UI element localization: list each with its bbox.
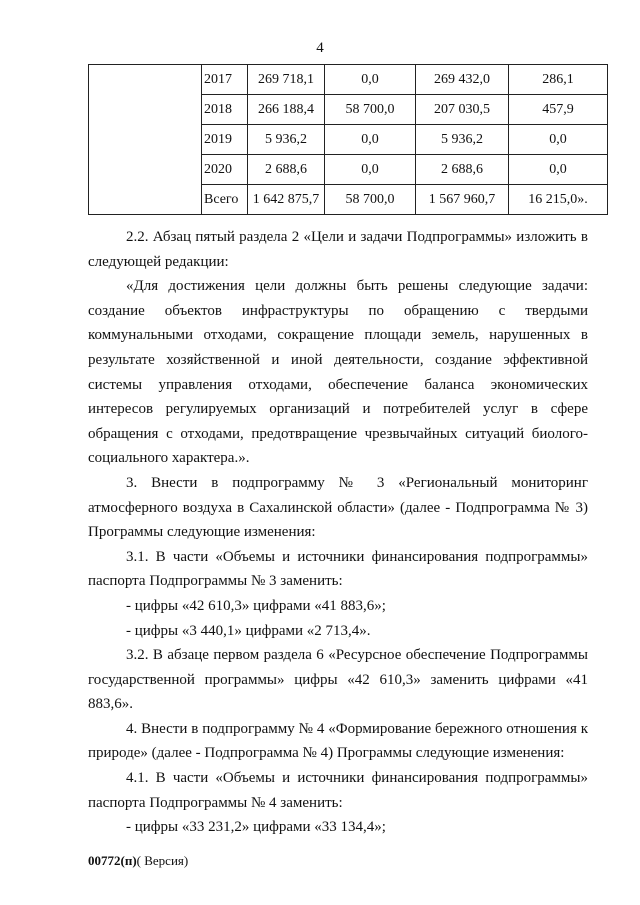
financing-table	[88, 64, 608, 215]
paragraph: 3. Внести в подпрограмму № 3 «Региональный мониторинг атмосферного воздуха в Сахалинской области» (далее - Подпрограмма № 3) Программы следующие изменения:	[88, 474, 588, 541]
table-cell-total: 269 718,1	[248, 65, 325, 95]
footer-code: 00772(п)	[88, 853, 137, 868]
table-cell-year: 2019	[202, 125, 248, 155]
paragraph: 2.2. Абзац пятый раздела 2 «Цели и задачи Подпрограммы» изложить в следующей редакции:	[88, 229, 588, 270]
table-cell-federal: 0,0	[325, 155, 416, 185]
table-cell-other: 0,0	[509, 125, 608, 155]
table-cell-other: 286,1	[509, 65, 608, 95]
footer	[88, 853, 188, 869]
table-cell-total: 266 188,4	[248, 95, 325, 125]
page-number: 4	[316, 40, 324, 56]
table-blank-cell	[89, 65, 202, 215]
paragraph: - цифры «3 440,1» цифрами «2 713,4».	[126, 622, 371, 639]
table-cell-year: 2020	[202, 155, 248, 185]
table-cell-year: 2018	[202, 95, 248, 125]
paragraph: 3.1. В части «Объемы и источники финансирования подпрограммы» паспорта Подпрограммы № 3 заменить:	[88, 548, 588, 590]
table-row	[89, 65, 608, 95]
table-cell-total: 5 936,2	[248, 125, 325, 155]
table-cell-regional: 269 432,0	[416, 65, 509, 95]
table-cell-year: 2017	[202, 65, 248, 95]
table-cell-other: 16 215,0».	[509, 185, 608, 215]
paragraph: 4. Внести в подпрограмму № 4 «Формирование бережного отношения к природе» (далее - Подпрограмма № 4) Программы следующие изменения:	[88, 720, 588, 762]
table-cell-federal: 58 700,0	[325, 95, 416, 125]
table-cell-federal: 0,0	[325, 65, 416, 95]
paragraph: 3.2. В абзаце первом раздела 6 «Ресурсное обеспечение Подпрограммы государственной программы» цифры «42 610,3» заменить цифрами «41 883,6».	[88, 647, 588, 713]
footer-suffix: ( Версия)	[136, 853, 189, 868]
paragraph: - цифры «33 231,2» цифрами «33 134,4»;	[126, 819, 386, 836]
table-cell-federal: 58 700,0	[325, 185, 416, 215]
table-cell-regional: 1 567 960,7	[416, 185, 509, 215]
paragraph: - цифры «42 610,3» цифрами «41 883,6»;	[126, 597, 386, 614]
document-body	[88, 225, 588, 840]
table-cell-year: Всего	[202, 185, 248, 215]
paragraph: «Для достижения цели должны быть решены следующие задачи: создание объектов инфраструктуры по обращению с твердыми коммунальными отходами, сокращение площади земель, нарушенных в результате хозяйственной и иной деятельности, создание эффективной системы управления отходами, обеспечение баланса экономических интересов регулируемых организаций и потребителей услуг в сфере обращения с отходами, предотвращение чрезвычайных ситуаций биолого-социального характера.».	[88, 278, 588, 467]
table-cell-total: 1 642 875,7	[248, 185, 325, 215]
table-cell-other: 0,0	[509, 155, 608, 185]
table-cell-federal: 0,0	[325, 125, 416, 155]
paragraph: 4.1. В части «Объемы и источники финансирования подпрограммы» паспорта Подпрограммы № 4 заменить:	[88, 770, 588, 811]
table-cell-regional: 2 688,6	[416, 155, 509, 185]
table-cell-other: 457,9	[509, 95, 608, 125]
table-cell-regional: 5 936,2	[416, 125, 509, 155]
table-cell-regional: 207 030,5	[416, 95, 509, 125]
table-cell-total: 2 688,6	[248, 155, 325, 185]
